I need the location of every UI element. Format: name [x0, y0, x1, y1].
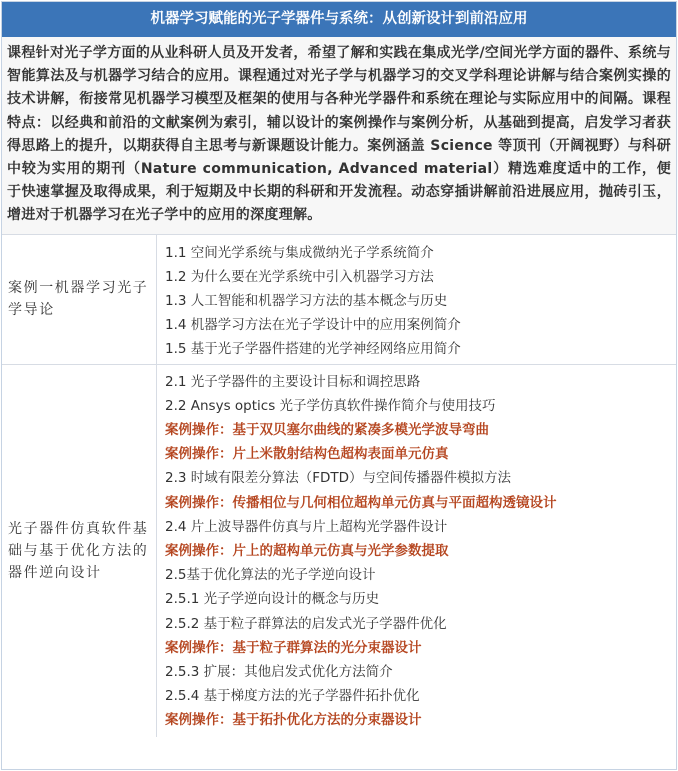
case-operation-item: 案例操作：片上的超构单元仿真与光学参数提取 — [165, 543, 449, 560]
syllabus-item: 1.3 人工智能和机器学习方法的基本概念与历史 — [165, 293, 448, 310]
case-operation-item: 案例操作：片上米散射结构色超构表面单元仿真 — [165, 446, 449, 463]
course-intro: 课程针对光子学方面的从业科研人员及开发者，希望了解和实践在集成光学/空间光学方面的器件、系统与智能算法及与机器学习结合的应用。课程通过对光子学与机器学习的交叉学科理论讲解与结合案例实操的技术讲解，衔接常见机器学习模型及框架的使用与各种光学器件和系统在理论与实际应用中的间隔。课程特点：以经典和前沿的文献案例为索引，辅以设计的案例操作与案例分析，从基础到提高，启发学习者获得思路上的提升，以期获得自主思考与新课题设计能力。案例涵盖 Science 等顶刊（开阔视野）与科研中较为实用的期刊（Nature communication, Advanced material）精选难度适中的工作，便于快速掌握及取得成果，利于短期及中长期的科研和开发流程。动态穿插讲解前沿进展应用，抛砖引玉，增进对于机器学习在光子学中的应用的深度理解。 — [2, 37, 676, 235]
syllabus-item: 2.5.4 基于梯度方法的光子学器件拓扑优化 — [165, 688, 420, 705]
syllabus-item: 2.5.2 基于粒子群算法的启发式光子学器件优化 — [165, 615, 447, 632]
section-row-1 — [2, 235, 676, 365]
case-operation-item: 案例操作：基于粒子群算法的光分束器设计 — [165, 639, 422, 656]
syllabus-item: 2.5.1 光子学逆向设计的概念与历史 — [165, 591, 380, 608]
section-row-2 — [2, 365, 676, 737]
syllabus-item: 2.3 时域有限差分算法（FDTD）与空间传播器件模拟方法 — [165, 470, 512, 487]
syllabus-item: 1.4 机器学习方法在光子学设计中的应用案例简介 — [165, 317, 461, 334]
case-operation-item: 案例操作：基于双贝塞尔曲线的紧凑多模光学波导弯曲 — [165, 422, 489, 439]
syllabus-item: 2.2 Ansys optics 光子学仿真软件操作简介与使用技巧 — [165, 397, 496, 414]
course-table — [1, 1, 677, 770]
syllabus-item: 1.1 空间光学系统与集成微纳光子学系统简介 — [165, 244, 434, 261]
section-name: 光子器件仿真软件基础与基于优化方法的器件逆向设计 — [2, 365, 157, 737]
course-title: 机器学习赋能的光子学器件与系统：从创新设计到前沿应用 — [2, 2, 676, 37]
case-operation-item: 案例操作：基于拓扑优化方法的分束器设计 — [165, 712, 422, 729]
syllabus-item: 2.5.3 扩展：其他启发式优化方法简介 — [165, 664, 393, 681]
syllabus-item: 2.4 片上波导器件仿真与片上超构光学器件设计 — [165, 518, 448, 535]
case-operation-item: 案例操作：传播相位与几何相位超构单元仿真与平面超构透镜设计 — [165, 494, 557, 511]
syllabus-item: 1.2 为什么要在光学系统中引入机器学习方法 — [165, 268, 434, 285]
syllabus-item: 1.5 基于光子学器件搭建的光学神经网络应用简介 — [165, 341, 461, 358]
syllabus-item: 2.1 光子学器件的主要设计目标和调控思路 — [165, 373, 421, 390]
section-items — [157, 365, 676, 737]
section-items — [157, 235, 676, 364]
section-name: 案例一机器学习光子学导论 — [2, 235, 157, 364]
syllabus-item: 2.5基于优化算法的光子学逆向设计 — [165, 567, 376, 584]
